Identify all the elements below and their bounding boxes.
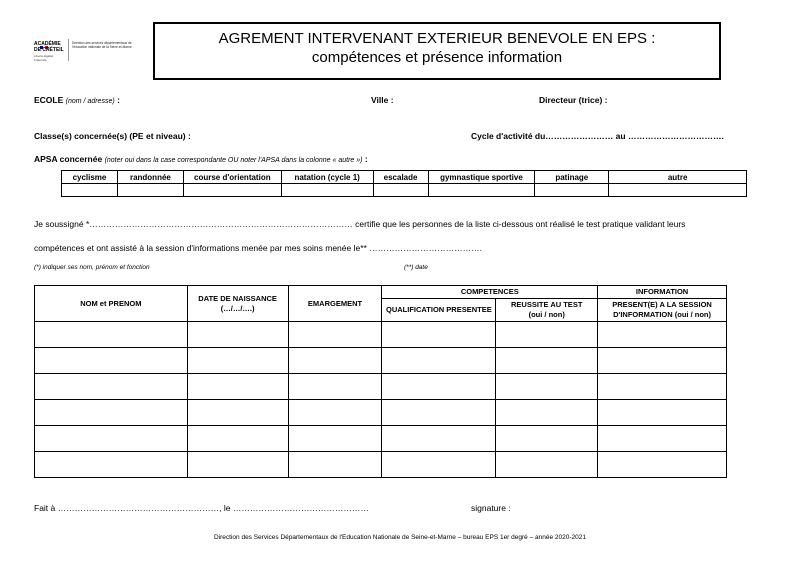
- cell[interactable]: [496, 348, 598, 374]
- cell[interactable]: [382, 400, 496, 426]
- table-row: [35, 374, 727, 400]
- apsa-field: [34, 154, 368, 164]
- cell[interactable]: [288, 426, 382, 452]
- title-line-1: AGREMENT INTERVENANT EXTERIEUR BENEVOLE EN EPS :: [218, 30, 656, 47]
- apsa-input-row: [62, 184, 747, 197]
- apsa-header-row: [62, 171, 747, 184]
- cycle-field[interactable]: Cycle d'activité du…………………… au …………………………….: [471, 131, 724, 141]
- cell[interactable]: [187, 322, 288, 348]
- apsa-col-natation: natation (cycle 1): [281, 171, 373, 184]
- classes-field[interactable]: Classe(s) concernée(s) (PE et niveau) :: [34, 131, 191, 141]
- cell[interactable]: [187, 348, 288, 374]
- logo-dsden-text: Direction des services départementaux de l'éducation nationale de la Seine-et-Marne: [72, 41, 132, 49]
- cell[interactable]: [598, 348, 727, 374]
- cell[interactable]: [35, 452, 188, 478]
- col-reussite-sub: (oui / non): [528, 310, 565, 319]
- apsa-col-randonnee: randonnée: [117, 171, 183, 184]
- apsa-cell[interactable]: [373, 184, 428, 197]
- apsa-col-autre: autre: [609, 171, 747, 184]
- col-group-information: INFORMATION: [598, 286, 727, 299]
- ecole-label: ECOLE: [34, 95, 64, 105]
- cell[interactable]: [187, 374, 288, 400]
- participants-table: [34, 285, 727, 478]
- cell[interactable]: [35, 374, 188, 400]
- apsa-cell[interactable]: [62, 184, 118, 197]
- cell[interactable]: [35, 322, 188, 348]
- apsa-col-cyclisme: cyclisme: [62, 171, 118, 184]
- cell[interactable]: [35, 400, 188, 426]
- cell[interactable]: [598, 426, 727, 452]
- apsa-cell[interactable]: [183, 184, 281, 197]
- table-row: [35, 426, 727, 452]
- apsa-cell[interactable]: [281, 184, 373, 197]
- col-naissance-format: (…/…/….): [220, 303, 255, 313]
- col-present: PRESENT(E) A LA SESSION D'INFORMATION (oui / non): [598, 299, 727, 322]
- apsa-hint: (noter oui dans la case correspondante OU noter l'APSA dans la colonne « autre »): [104, 157, 363, 164]
- title-box: [153, 22, 721, 80]
- cell[interactable]: [496, 452, 598, 478]
- cell[interactable]: [187, 400, 288, 426]
- cell[interactable]: [35, 426, 188, 452]
- academy-logo: [34, 36, 144, 66]
- col-naissance: [187, 286, 288, 322]
- cell[interactable]: [598, 400, 727, 426]
- cell[interactable]: [35, 348, 188, 374]
- table-row: [35, 452, 727, 478]
- apsa-col-escalade: escalade: [373, 171, 428, 184]
- cell[interactable]: [382, 426, 496, 452]
- cell[interactable]: [598, 322, 727, 348]
- cell[interactable]: [382, 374, 496, 400]
- logo-separator: [68, 39, 69, 61]
- col-emargement: EMARGEMENT: [288, 286, 382, 322]
- cell[interactable]: [496, 400, 598, 426]
- apsa-cell[interactable]: [535, 184, 609, 197]
- cell[interactable]: [598, 374, 727, 400]
- ecole-hint: (nom / adresse): [65, 98, 115, 105]
- apsa-cell[interactable]: [117, 184, 183, 197]
- cell[interactable]: [496, 322, 598, 348]
- ville-field[interactable]: Ville :: [371, 95, 394, 105]
- fait-a-field[interactable]: Fait à …………………………………………………, le …………………………………………: [34, 503, 369, 513]
- cell[interactable]: [288, 374, 382, 400]
- logo-motto: Liberté Égalité Fraternité: [34, 54, 54, 62]
- col-reussite-label: REUSSITE AU TEST: [511, 300, 583, 309]
- apsa-colon: :: [364, 154, 368, 164]
- directeur-field[interactable]: Directeur (trice) :: [539, 95, 608, 105]
- cell[interactable]: [288, 322, 382, 348]
- cell[interactable]: [382, 348, 496, 374]
- cell[interactable]: [288, 348, 382, 374]
- cell[interactable]: [382, 452, 496, 478]
- title-line-2: compétences et présence information: [311, 49, 563, 66]
- cell[interactable]: [598, 452, 727, 478]
- note-1: (*) indiquer ses nom, prénom et fonction: [34, 264, 150, 271]
- col-group-competences: COMPETENCES: [382, 286, 598, 299]
- col-nom: NOM et PRENOM: [35, 286, 188, 322]
- apsa-col-patinage: patinage: [535, 171, 609, 184]
- apsa-col-orientation: course d'orientation: [183, 171, 281, 184]
- table-header-row-1: [35, 286, 727, 299]
- note-2: (**) date: [404, 264, 428, 271]
- ecole-colon: :: [117, 95, 120, 105]
- cell[interactable]: [288, 452, 382, 478]
- apsa-label: APSA concernée: [34, 154, 103, 164]
- cell[interactable]: [288, 400, 382, 426]
- footer: Direction des Services Départementaux de l'Education Nationale de Seine-et-Marne – bureau EPS 1er degré – année 2020-2021: [214, 534, 586, 541]
- cell[interactable]: [187, 452, 288, 478]
- signature-field[interactable]: signature :: [471, 503, 511, 513]
- marianne-flag-icon: [40, 36, 48, 39]
- statement-line-2: compétences et ont assisté à la session d'informations menée par mes soins menée le** ………………………………….: [34, 243, 483, 253]
- cell[interactable]: [496, 374, 598, 400]
- apsa-cell[interactable]: [428, 184, 535, 197]
- cell[interactable]: [496, 426, 598, 452]
- col-naissance-label: DATE DE NAISSANCE: [198, 293, 277, 303]
- table-row: [35, 400, 727, 426]
- apsa-table: [61, 170, 747, 197]
- statement-line-1: Je soussigné *………………………………………………………………………………… certifie que les personnes de la liste ci-dessous ont réalisé le test pratique validant leurs: [34, 219, 686, 229]
- apsa-cell[interactable]: [609, 184, 747, 197]
- col-qualification: QUALIFICATION PRESENTEE: [382, 299, 496, 322]
- logo-academie-text: ACADÉMIE DE CRÉTEIL: [34, 41, 64, 53]
- table-row: [35, 348, 727, 374]
- apsa-col-gymnastique: gymnastique sportive: [428, 171, 535, 184]
- ecole-field[interactable]: [34, 95, 120, 105]
- cell[interactable]: [187, 426, 288, 452]
- cell[interactable]: [382, 322, 496, 348]
- table-row: [35, 322, 727, 348]
- col-reussite: [496, 299, 598, 322]
